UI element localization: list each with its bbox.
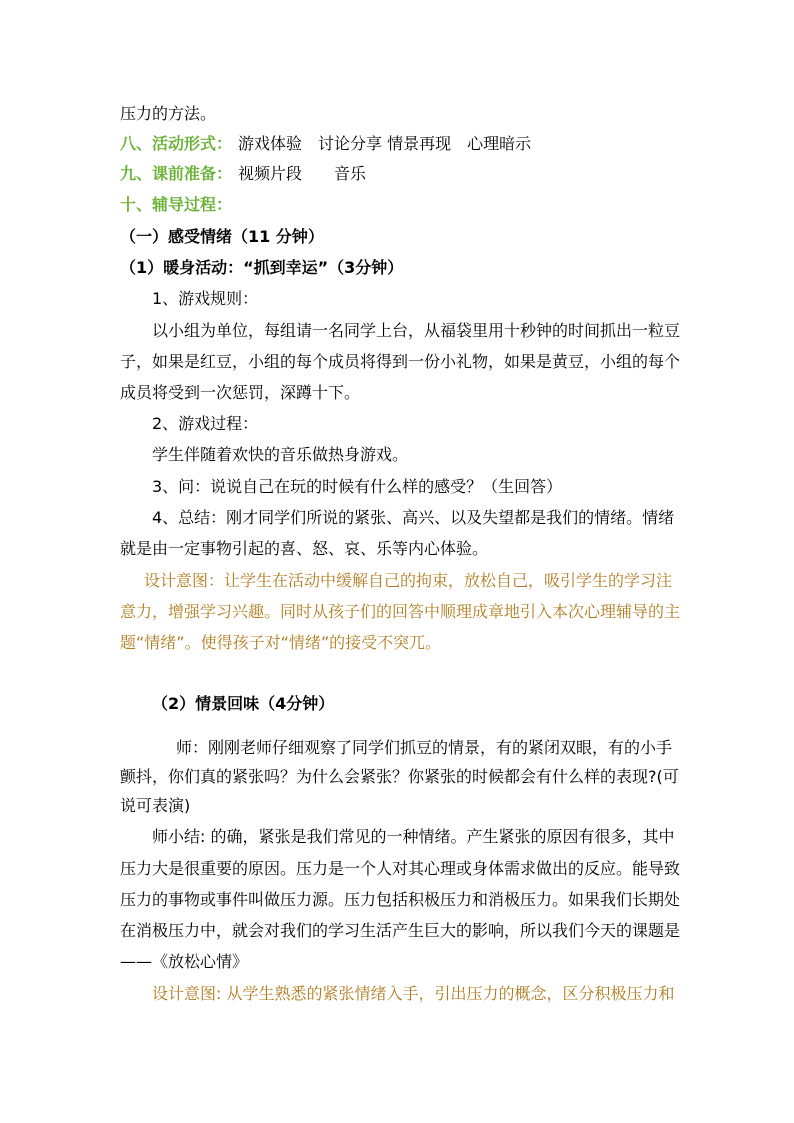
design-intent-line: 意力，增强学习兴趣。同时从孩子们的回答中顺理成章地引入本次心理辅导的主 (120, 602, 681, 621)
text-line: 师小结: 的确，紧张是我们常见的一种情绪。产生紧张的原因有很多，其中 (152, 827, 675, 846)
design-intent-line: 设计意图：让学生在活动中缓解自己的拘束，放松自己，吸引学生的学习注 (144, 571, 673, 590)
text-line: 以小组为单位，每组请一名同学上台，从福袋里用十秒钟的时间抓出一粒豆 (152, 321, 681, 340)
section-activity-form (120, 133, 531, 155)
text-line: 师：刚刚老师仔细观察了同学们抓豆的情景，有的紧闭双眼，有的小手 (176, 738, 673, 757)
text-line: 3、问：说说自己在玩的时候有什么样的感受？（生回答） (152, 477, 563, 496)
text-line: 2、游戏过程： (152, 414, 259, 433)
text-line: 学生伴随着欢快的音乐做热身游戏。 (152, 445, 409, 464)
text-line: 就是由一定事物引起的喜、怒、哀、乐等内心体验。 (120, 539, 489, 558)
text-line: ——《放松心情》 (120, 952, 249, 971)
text-line: 子，如果是红豆，小组的每个成员将得到一份小礼物，如果是黄豆，小组的每个 (120, 352, 681, 371)
section-preparation (120, 163, 366, 185)
section-label: 九、课前准备： (120, 164, 233, 183)
text-line: 压力的方法。 (120, 104, 217, 123)
text-line: 压力大是很重要的原因。压力是一个人对其心理或身体需求做出的反应。能导致 (120, 859, 681, 878)
text-line: 压力的事物或事件叫做压力源。压力包括积极压力和消极压力。如果我们长期处 (120, 890, 681, 909)
design-intent-line: 设计意图: 从学生熟悉的紧张情绪入手，引出压力的概念，区分积极压力和 (152, 984, 675, 1003)
text-line: 在消极压力中，就会对我们的学习生活产生巨大的影响，所以我们今天的课题是 (120, 921, 681, 940)
subsection-heading: （一）感受情绪（11 分钟） (120, 227, 324, 246)
text-line: 说可表演) (120, 796, 191, 815)
section-text: 游戏体验 讨论分享 情景再现 心理暗示 (238, 134, 532, 153)
text-line: 成员将受到一次惩罚，深蹲十下。 (120, 383, 361, 402)
activity-heading: （1）暖身活动：“抓到幸运”（3分钟） (120, 258, 404, 277)
section-text: 视频片段 音乐 (238, 164, 367, 183)
activity-heading: （2）情景回味（4分钟） (152, 694, 335, 713)
text-line: 颤抖，你们真的紧张吗？为什么会紧张？你紧张的时候都会有什么样的表现?(可 (120, 767, 679, 786)
design-intent-line: 题“情绪”。使得孩子对“情绪”的接受不突兀。 (120, 633, 442, 652)
section-guidance-process: 十、辅导过程： (120, 195, 233, 214)
section-label: 八、活动形式： (120, 134, 233, 153)
text-line: 4、总结：刚才同学们所说的紧张、高兴、以及失望都是我们的情绪。情绪 (152, 508, 675, 527)
text-line: 1、游戏规则： (152, 289, 259, 308)
